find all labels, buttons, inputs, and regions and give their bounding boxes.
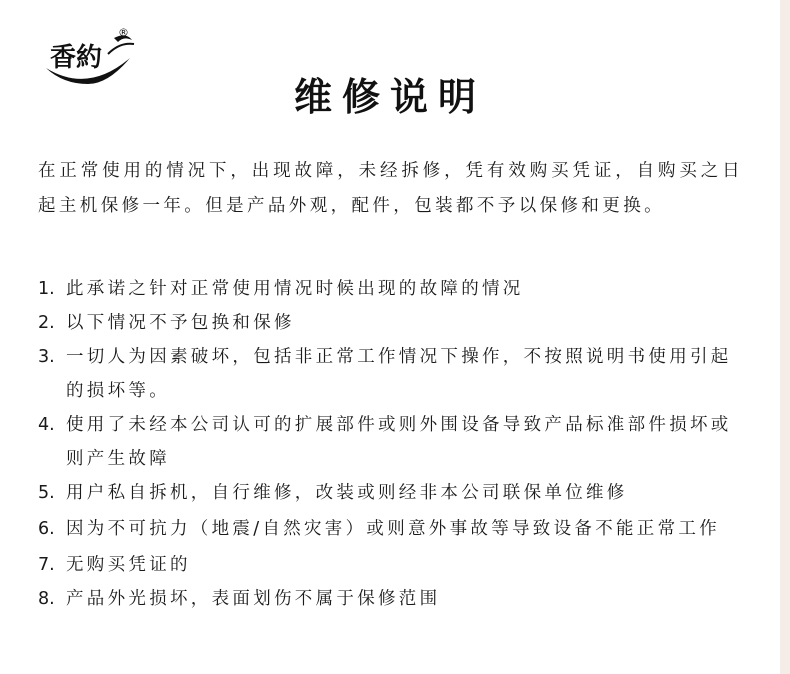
list-item xyxy=(38,306,743,340)
item-text: 此承诺之针对正常使用情况时候出现的故障的情况 xyxy=(66,279,524,299)
list-item xyxy=(38,408,743,476)
list-item xyxy=(38,340,743,408)
item-text: 一切人为因素破坏，包括非正常工作情况下操作，不按照说明书使用引起的损坏等。 xyxy=(66,347,732,401)
list-item xyxy=(38,510,743,548)
intro-paragraph: 在正常使用的情况下，出现故障，未经拆修，凭有效购买凭证，自购买之日起主机保修一年。但是产品外观，配件，包装都不予以保修和更换。 xyxy=(38,161,743,216)
item-text: 使用了未经本公司认可的扩展部件或则外围设备导致产品标准部件损坏或则产生故障 xyxy=(66,415,732,469)
item-number: 5. xyxy=(38,483,55,503)
item-number: 1. xyxy=(38,279,55,299)
logo-text: 香約 xyxy=(50,43,103,73)
item-number: 6. xyxy=(38,519,55,539)
item-text: 因为不可抗力（地震/自然灾害）或则意外事故等导致设备不能正常工作 xyxy=(66,519,720,539)
item-number: 3. xyxy=(38,347,55,367)
item-text: 产品外光损坏，表面划伤不属于保修范围 xyxy=(66,589,441,609)
list-item xyxy=(38,548,743,582)
warranty-exclusions-list xyxy=(38,272,743,616)
item-text: 无购买凭证的 xyxy=(66,555,191,575)
list-item xyxy=(38,272,743,306)
item-text: 用户私自拆机，自行维修，改装或则经非本公司联保单位维修 xyxy=(66,483,628,503)
right-edge-strip xyxy=(780,0,790,674)
page-title: 维修说明 xyxy=(293,74,486,119)
item-number: 2. xyxy=(38,313,55,333)
item-text: 以下情况不予包换和保修 xyxy=(66,313,295,333)
item-number: 7. xyxy=(38,555,55,575)
item-number: 8. xyxy=(38,589,55,609)
registered-mark: ® xyxy=(118,26,129,39)
item-number: 4. xyxy=(38,415,55,435)
list-item xyxy=(38,582,743,616)
list-item xyxy=(38,476,743,510)
